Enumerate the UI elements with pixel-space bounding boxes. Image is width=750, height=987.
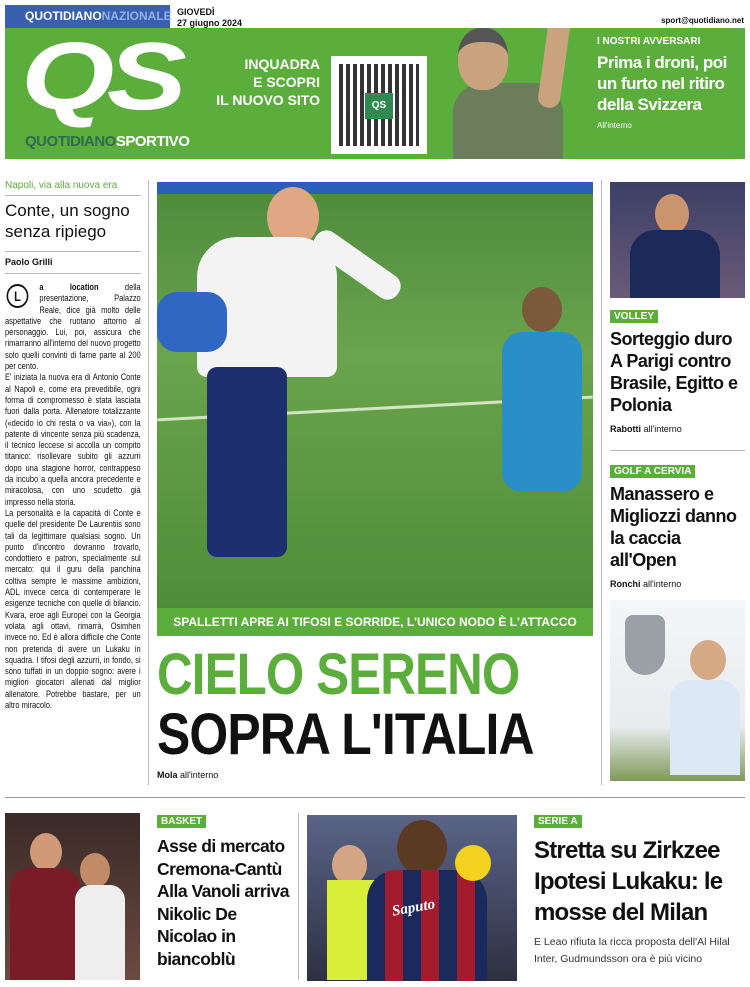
article-body-wrap <box>5 282 141 762</box>
day: GIOVEDÌ <box>177 7 215 17</box>
subtitle-part2: SPORTIVO <box>115 133 190 150</box>
main-headline-line1[interactable]: CIELO SERENO <box>157 642 520 707</box>
golf-title: Manassero e Migliozzi danno la caccia all'Open <box>610 484 737 570</box>
subtitle-part1: QUOTIDIANO <box>25 133 116 150</box>
teaser[interactable] <box>597 36 742 130</box>
jersey-sponsor: Saputo <box>390 896 437 920</box>
qr-label: QS <box>365 93 393 119</box>
summary-line: Inter, Gudmundsson ora è più vicino <box>534 953 703 965</box>
golf-photo[interactable] <box>610 600 745 781</box>
seriea-summary <box>534 934 746 968</box>
photo-caption: SPALLETTI APRE AI TIFOSI E SORRIDE, L'UNICO NODO È L'ATTACCO <box>157 608 593 636</box>
promo-line: E SCOPRI <box>253 74 320 90</box>
teaser-credit: All'interno <box>597 121 632 130</box>
golf-story[interactable] <box>610 461 745 589</box>
volley-photo[interactable] <box>610 182 745 298</box>
basket-title: Asse di mercato Cremona-Cantù Alla Vanoli arriva Nikolic De Nicolao in biancoblù <box>157 836 290 969</box>
dropcap: L <box>7 284 29 308</box>
basket-tag: BASKET <box>157 815 206 828</box>
promo-line: IL NUOVO SITO <box>216 92 320 108</box>
volley-credit: Rabotti all'interno <box>610 424 682 434</box>
teaser-title: Prima i droni, poi un furto nel ritiro della Svizzera <box>597 53 727 114</box>
body-paragraph: La personalità e la capacità di Conte e quelle del presidente De Laurentiis sono tali da legittimare qualsiasi sogno. Un punto d'incontro dovranno trovarlo, condottiero e patron, specialmente sul mercato: qui il guru della panchina coltiva sempre le massime ambizioni, ADL invece cerca di contemperare le esigenze tecniche con quelle di bilancio. Kvara, eroe agli Europei con la Georgia volata agli ottavi, rimarrà, Osimhen invece no. Ed è allora difficile che Conte non pretenda di avere un Lukaku in squadra. I tifosi degli azzurri, in fondo, si sono tuffati in un doppio sogno: avere i migliori giocatori allenati dal miglior allenatore. Potrebbe bastare, per un altro miracolo. <box>5 507 141 711</box>
seriea-title: Stretta su Zirkzee Ipotesi Lukaku: le mosse del Milan <box>534 837 723 926</box>
zirkzee-photo[interactable] <box>307 815 517 981</box>
summary-line: E Leao rifiuta la ricca proposta dell'Al Hilal <box>534 936 730 948</box>
masthead-subtitle <box>25 133 189 150</box>
site-promo <box>205 55 320 109</box>
volley-title: Sorteggio duro A Parigi contro Brasile, Egitto e Polonia <box>610 329 738 415</box>
main-credit: Mola all'interno <box>157 770 219 780</box>
basket-photo[interactable] <box>5 813 140 980</box>
contact-email[interactable]: sport@quotidiano.net <box>661 16 744 25</box>
body-paragraph: E' iniziata la nuova era di Antonio Conte al Napoli e, come era prevedibile, ogni forma di compromesso è stata lasciata fuori dalla porta. Allenatore totalizzante («decido io chi resta o va via»), con la patente di vincente senza più scadenza, il tecnico leccese si accolla un compito titanico: risollevare subito gli azzurri dopo una stagione horror, contrappeso da incubo a quella ancora precedente e miracolosa, con uno scudetto già impresso nella storia. <box>5 372 141 508</box>
seriea-tag: SERIE A <box>534 815 582 828</box>
article-author: Paolo Grilli <box>5 257 53 267</box>
article-title[interactable]: Conte, un sogno senza ripiego <box>5 201 130 241</box>
article-body <box>5 282 141 711</box>
issue-date <box>177 7 242 29</box>
volley-story[interactable] <box>610 306 745 434</box>
qn-part2: NAZIONALE <box>101 9 172 23</box>
golf-tag: GOLF A CERVIA <box>610 465 695 478</box>
main-headline-line2[interactable]: SOPRA L'ITALIA <box>157 702 534 767</box>
basket-story[interactable] <box>157 811 297 970</box>
article-kicker: Napoli, via alla nuova era <box>5 180 118 191</box>
golf-credit: Ronchi all'interno <box>610 579 682 589</box>
qs-logo: QS <box>21 23 180 130</box>
date: 27 giugno 2024 <box>177 18 243 28</box>
teaser-kicker: I NOSTRI AVVERSARI <box>597 36 701 47</box>
qr-code[interactable] <box>331 56 427 154</box>
lead-words: a location <box>39 282 99 293</box>
volley-tag: VOLLEY <box>610 310 658 323</box>
body-paragraph: della presentazione, Palazzo Reale, dice già molto delle aspettative che ruotano attorno al personaggio. Lui, poi, assicura che rimarranno all'interno del nuovo progetto solo quelli convinti di farne parte al 200 per cento. <box>5 282 141 373</box>
left-article <box>5 180 141 762</box>
seriea-story[interactable] <box>534 811 746 968</box>
promo-line: INQUADRA <box>244 56 320 72</box>
spalletti-photo[interactable] <box>157 182 593 608</box>
coach-photo <box>448 28 583 159</box>
qn-part1: QUOTIDIANO <box>25 9 102 23</box>
